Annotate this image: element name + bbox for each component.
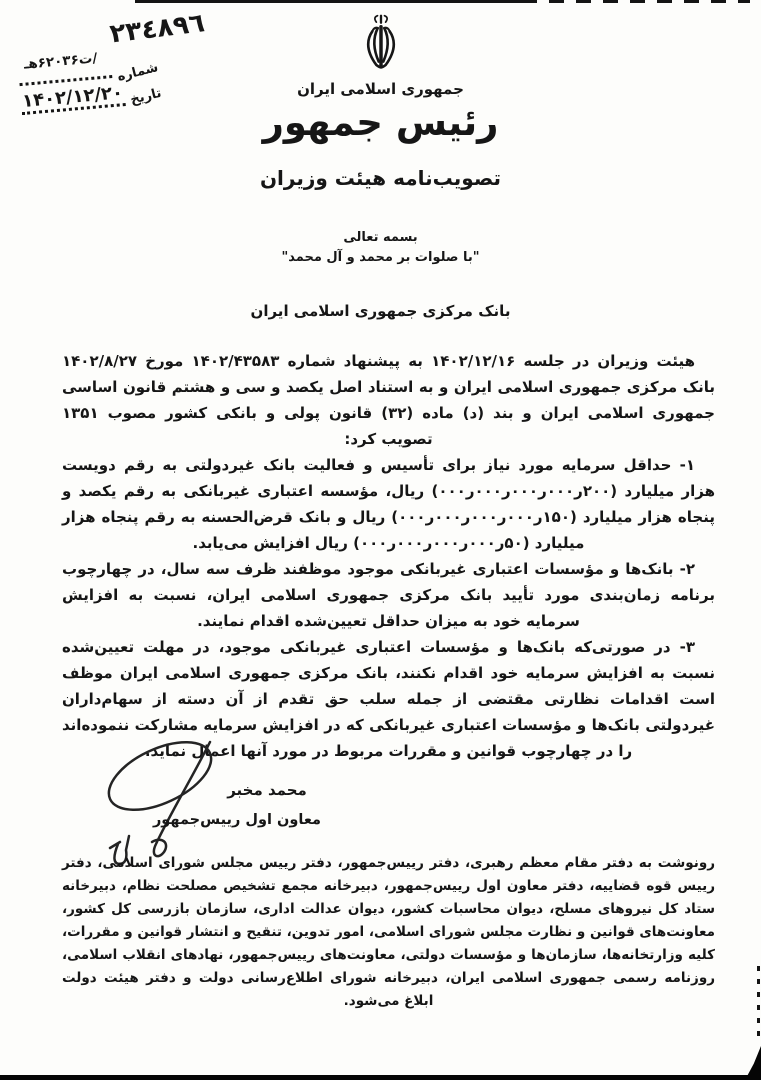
invocation-block xyxy=(0,228,761,268)
distribution-paragraph: رونوشت به دفتر مقام معظم رهبری، دفتر رییس‌جمهور، دفتر رییس مجلس شورای اسلامی، دفتر رییس قوه قضاییه، دفتر معاون اول رییس‌جمهور، دبیرخانه مجمع تشخیص مصلحت نظام، دبیرخانه ستاد کل نیروهای مسلح، دیوان محاسبات کشور، دیوان عدالت اداری، سازمان بازرسی کل کشور، معاونت‌های قوانین و نظارت مجلس شورای اسلامی، امور تدوین، تنقیح و انتشار قوانین و مقررات، کلیه وزارتخانه‌ها، سازمان‌ها و مؤسسات دولتی، معاونت‌های رییس‌جمهور، نهادهای انقلاب اسلامی، روزنامه رسمی جمهوری اسلامی ایران، دبیرخانه شورای اطلاع‌رسانی دولت و دفتر هیئت دولت ابلاغ می‌شود. xyxy=(62,855,715,1009)
resolution-item-3: ۳- در صورتی‌که بانک‌ها و مؤسسات اعتباری غیربانکی موجود، در مهلت تعیین‌شده نسبت به افزایش سرمایه خود اقدام نکنند، بانک مرکزی جمهوری اسلامی ایران موظف است اقدامات نظارتی مقتضی از جمله سلب حق تقدم از آن دسته از سهام‌داران غیردولتی بانک‌ها و مؤسسات اعتباری غیربانکی که در افزایش سرمایه مشارکت ننموده‌اند را در چهارچوب قوانین و مقررات مربوط در مورد آنها اعمال نماید. xyxy=(62,638,715,760)
signatory-title: معاون اول رییس‌جمهور xyxy=(152,812,321,828)
besmeleh-line: بسمه تعالی xyxy=(343,230,418,245)
right-edge-scan-marks xyxy=(757,966,760,1044)
resolution-intro-paragraph: هیئت وزیران در جلسه ۱۴۰۲/۱۲/۱۶ به پیشنهاد شماره ۱۴۰۲/۴۳۵۸۳ مورخ ۱۴۰۲/۸/۲۷ بانک مرکزی جمهوری اسلامی ایران و به استناد اصل یکصد و سی و هشتم قانون اساسی جمهوری اسلامی ایران و بند (د) ماده (۳۲) قانون پولی و بانکی کشور مصوب ۱۳۵۱ تصویب کرد: xyxy=(62,352,715,448)
handwritten-letter-number: ٢٣٤٨٩٦ xyxy=(108,8,207,50)
country-name: جمهوری اسلامی ایران xyxy=(297,80,464,98)
date-label: تاریخ xyxy=(128,85,163,108)
top-scan-line-solid xyxy=(135,0,525,3)
resolution-body xyxy=(62,348,715,764)
signatory-name: محمد مخبر xyxy=(227,781,307,799)
handwritten-date-value: ۱۴۰۲/۱۲/۲۰ xyxy=(21,82,124,112)
resolution-item-2: ۲- بانک‌ها و مؤسسات اعتباری غیربانکی موجود موظفند ظرف سه سال، در چهارچوب برنامه زمان‌بندی مورد تأیید بانک مرکزی جمهوری اسلامی ایران، نسبت به افزایش سرمایه خود به میزان حداقل تعیین‌شده اقدام نمایند. xyxy=(62,560,715,630)
office-title-president: رئیس جمهور xyxy=(262,101,499,144)
resolution-reference-code: /ت۶۲۰۳۶هـ xyxy=(23,50,98,73)
number-label: شماره xyxy=(116,60,161,85)
top-scan-line-dashed xyxy=(522,0,750,3)
addressee-central-bank: بانک مرکزی جمهوری اسلامی ایران xyxy=(250,302,511,320)
document-type-title: تصویب‌نامه هیئت وزیران xyxy=(259,166,502,190)
iran-allah-emblem-icon xyxy=(0,12,761,78)
resolution-item-1: ۱- حداقل سرمایه مورد نیاز برای تأسیس و فعالیت بانک غیردولتی به رقم دویست هزار میلیارد (۲۰۰ر۰۰۰ر۰۰۰ر۰۰۰ر۰۰۰) ریال، مؤسسه اعتباری غیربانکی به رقم یکصد و پنجاه هزار میلیارد (۱۵۰ر۰۰۰ر۰۰۰ر۰۰۰ر۰۰۰) ریال و بانک قرض‌الحسنه به رقم پنجاه هزار میلیارد (۵۰ر۰۰۰ر۰۰۰ر۰۰۰ر۰۰۰) ریال افزایش می‌یابد. xyxy=(62,456,715,552)
bottom-scan-bar xyxy=(0,1075,761,1080)
salawat-line: "با صلوات بر محمد و آل محمد" xyxy=(281,250,480,265)
distribution-list xyxy=(62,852,715,1013)
